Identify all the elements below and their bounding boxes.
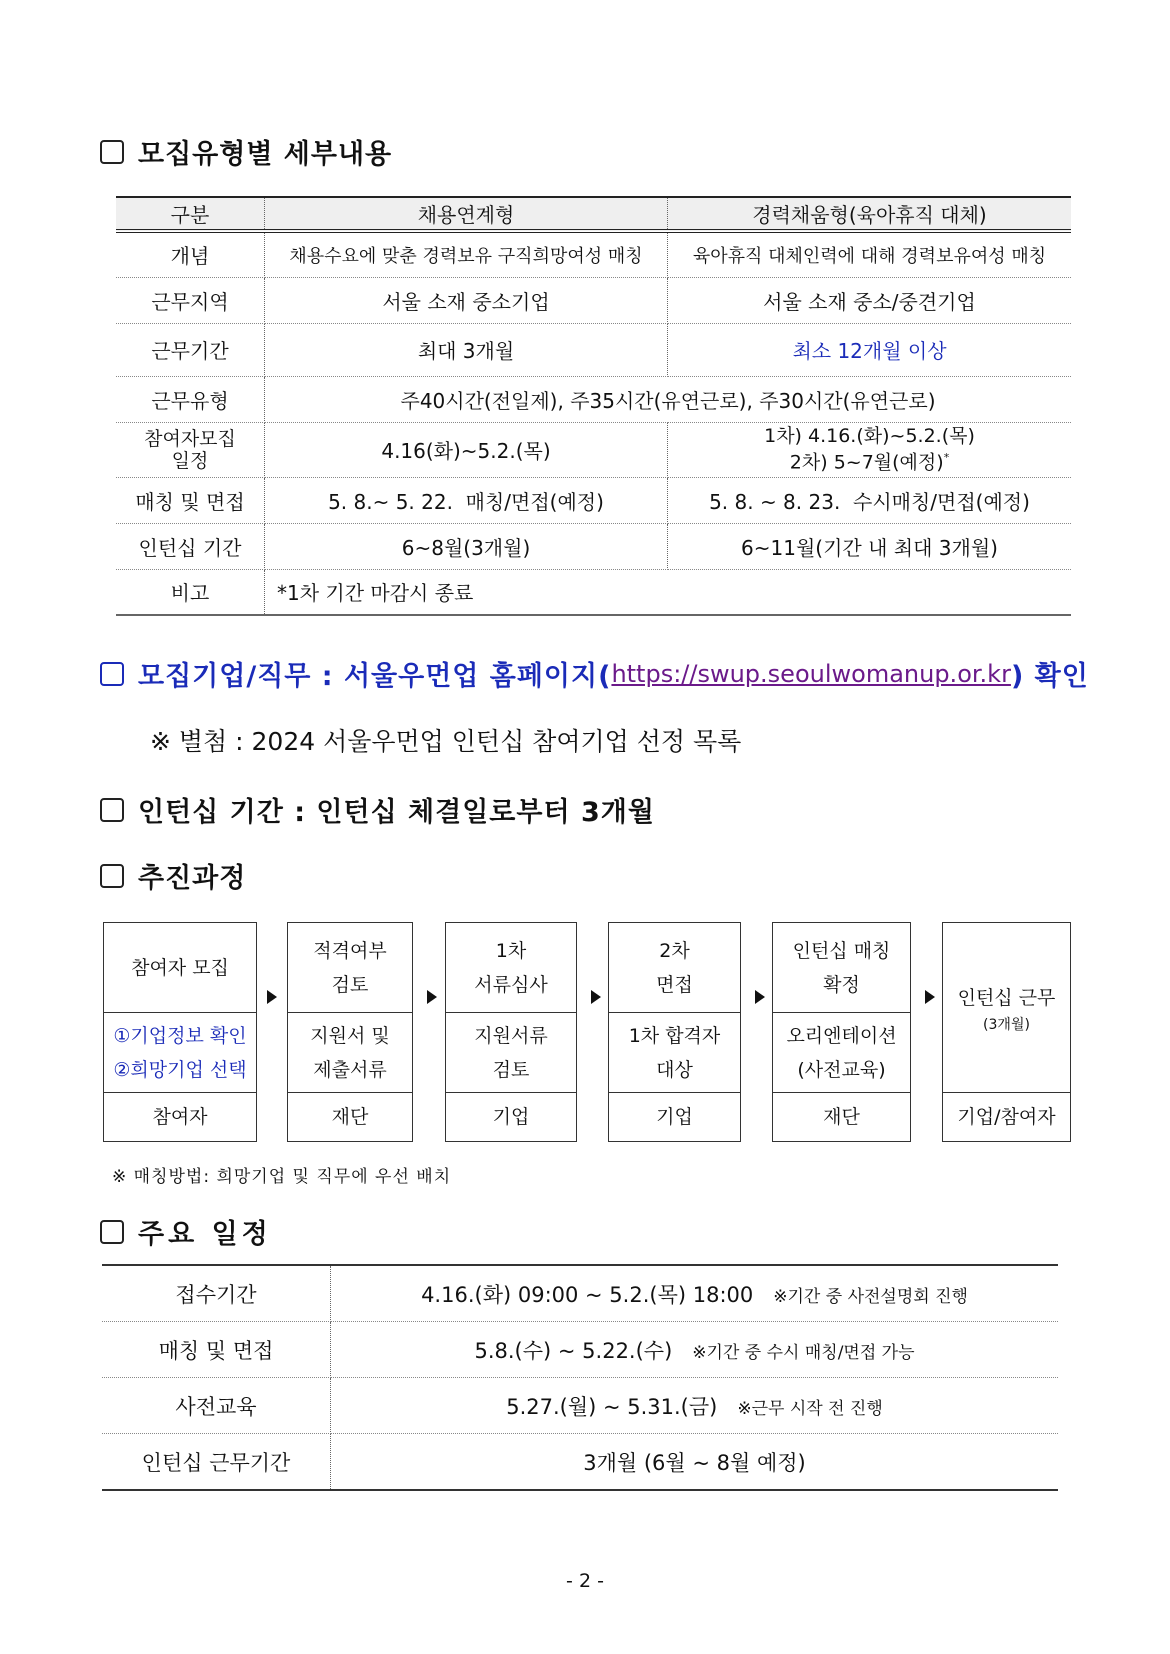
cell — [331, 1322, 1059, 1378]
row-label: 사전교육 — [102, 1378, 331, 1434]
step-detail — [773, 1013, 910, 1093]
schedule-note: ※기간 중 수시 매칭/면접 가능 — [692, 1342, 915, 1363]
step-title-line: 확정 — [823, 973, 860, 996]
table-row — [102, 1378, 1058, 1434]
section-heading-process — [100, 856, 246, 895]
table-row — [116, 376, 1071, 422]
cell: 6~8월(3개월) — [265, 523, 668, 569]
section-title: 주요 일정 — [138, 1219, 272, 1250]
step-detail — [288, 1013, 412, 1093]
section-heading-recruit-types — [100, 132, 392, 171]
step-title-line: 적격여부 — [313, 939, 387, 962]
cell: 채용수요에 맞춘 경력보유 구직희망여성 매칭 — [265, 231, 668, 277]
homepage-link[interactable]: https://swup.seoulwomanup.or.kr — [611, 659, 1011, 688]
step-title-line: 1차 — [495, 939, 527, 962]
step-owner: 기업 — [656, 1105, 693, 1128]
checkbox-icon — [100, 1220, 124, 1244]
recruit-type-table — [116, 196, 1071, 616]
cell — [331, 1265, 1059, 1322]
process-step-5 — [772, 922, 911, 1142]
step-detail — [104, 1013, 256, 1093]
step-title-line: 인턴십 매칭 — [792, 939, 891, 962]
table-row — [102, 1322, 1058, 1378]
section-title-suffix: ) 확인 — [1010, 661, 1089, 692]
step-title — [773, 923, 910, 1013]
arrow-right-icon — [925, 990, 935, 1004]
row-label: 근무지역 — [116, 277, 265, 323]
cell — [668, 422, 1072, 477]
checkbox-icon — [100, 798, 124, 822]
schedule-value: 5.8.(수) ~ 5.22.(수) — [474, 1338, 673, 1363]
table-row — [116, 477, 1071, 523]
row-label: 개념 — [116, 231, 265, 277]
process-step-3 — [445, 922, 577, 1142]
label-line: 일정 — [171, 449, 209, 472]
checkbox-icon — [100, 140, 124, 164]
row-label: 근무기간 — [116, 323, 265, 376]
step-owner: 기업 — [492, 1105, 530, 1128]
label-line: 참여자모집 — [144, 427, 236, 450]
table-header-row — [116, 197, 1071, 231]
matching-method-note: ※ 매칭방법: 희망기업 및 직무에 우선 배치 — [112, 1167, 452, 1187]
step-detail — [446, 1013, 576, 1093]
process-step-4 — [608, 922, 741, 1142]
section-heading-companies — [100, 654, 1089, 693]
step-title-line: 참여자 모집 — [131, 956, 229, 979]
process-step-2 — [287, 922, 413, 1142]
step-detail-line: ①기업정보 확인 — [113, 1024, 247, 1047]
table-row — [116, 422, 1071, 477]
step-title-line: 면접 — [656, 973, 693, 996]
section-title: 추진과정 — [138, 863, 247, 894]
row-label: 인턴십 근무기간 — [102, 1434, 331, 1491]
arrow-right-icon — [267, 990, 277, 1004]
cell: 서울 소재 중소기업 — [265, 277, 668, 323]
step-title — [104, 923, 256, 1013]
row-label: 매칭 및 면접 — [102, 1322, 331, 1378]
row-label: 비고 — [116, 569, 265, 615]
header-linked-hire: 채용연계형 — [265, 197, 668, 231]
section-title: 모집유형별 세부내용 — [138, 139, 393, 170]
cell — [331, 1378, 1059, 1434]
step-detail-line: 지원서류 — [474, 1024, 548, 1047]
step-title — [446, 923, 576, 1013]
row-label: 접수기간 — [102, 1265, 331, 1322]
cell-merged: *1차 기간 마감시 종료 — [265, 569, 1072, 615]
row-label: 매칭 및 면접 — [116, 477, 265, 523]
step-detail-line: 검토 — [492, 1058, 530, 1081]
row-label: 근무유형 — [116, 376, 265, 422]
page-number: - 2 - — [566, 1570, 604, 1592]
table-row — [116, 231, 1071, 277]
cell — [331, 1434, 1059, 1491]
cell-line: 2차) 5~7월(예정) — [789, 451, 944, 474]
cell: 서울 소재 중소/중견기업 — [668, 277, 1072, 323]
section-title: 인턴십 기간 : 인턴십 체결일로부터 3개월 — [138, 797, 655, 828]
step-title-line: 검토 — [331, 973, 369, 996]
step-owner: 재단 — [331, 1105, 369, 1128]
table-row — [116, 569, 1071, 615]
header-category: 구분 — [116, 197, 265, 231]
schedule-value: 4.16.(화) 09:00 ~ 5.2.(목) 18:00 — [421, 1282, 754, 1307]
step-title-line: 서류심사 — [474, 973, 548, 996]
schedule-table — [102, 1264, 1058, 1491]
cell: 5. 8.~ 5. 22. 매칭/면접(예정) — [265, 477, 668, 523]
cell-line: 1차) 4.16.(화)~5.2.(목) — [764, 425, 975, 448]
step-detail-line: 제출서류 — [313, 1058, 387, 1081]
cell-highlight: 최소 12개월 이상 — [668, 323, 1072, 376]
header-career-fill: 경력채움형(육아휴직 대체) — [668, 197, 1072, 231]
table-row — [102, 1434, 1058, 1491]
arrow-right-icon — [427, 990, 437, 1004]
schedule-note: ※기간 중 사전설명회 진행 — [773, 1286, 968, 1307]
cell: 6~11월(기간 내 최대 3개월) — [668, 523, 1072, 569]
checkbox-icon — [100, 864, 124, 888]
schedule-value: 5.27.(월) ~ 5.31.(금) — [506, 1394, 718, 1419]
cell: 4.16(화)~5.2.(목) — [265, 422, 668, 477]
step-owner: 참여자 — [152, 1105, 208, 1128]
attachment-note: ※ 별첨 : 2024 서울우먼업 인턴십 참여기업 선정 목록 — [150, 727, 742, 756]
row-label — [116, 422, 265, 477]
step-detail-line: 오리엔테이션 — [786, 1024, 897, 1047]
step-title-line: 인턴십 근무 — [957, 986, 1056, 1009]
table-row — [102, 1265, 1058, 1322]
schedule-value: 3개월 (6월 ~ 8월 예정) — [583, 1450, 806, 1475]
arrow-right-icon — [591, 990, 601, 1004]
section-heading-schedule — [100, 1212, 272, 1251]
step-title — [609, 923, 740, 1013]
row-label: 인턴십 기간 — [116, 523, 265, 569]
cell-merged: 주40시간(전일제), 주35시간(유연근로), 주30시간(유연근로) — [265, 376, 1072, 422]
step-title — [288, 923, 412, 1013]
arrow-right-icon — [755, 990, 765, 1004]
step-detail-line: ②희망기업 선택 — [113, 1058, 247, 1081]
step-title-sub: (3개월) — [983, 1016, 1030, 1033]
footnote-mark: * — [943, 451, 950, 465]
step-owner: 기업/참여자 — [957, 1105, 1056, 1128]
table-row — [116, 323, 1071, 376]
process-step-1 — [103, 922, 257, 1142]
checkbox-icon — [100, 662, 124, 686]
cell: 육아휴직 대체인력에 대해 경력보유여성 매칭 — [668, 231, 1072, 277]
step-detail-line: 대상 — [656, 1058, 693, 1081]
step-detail-line: 지원서 및 — [310, 1024, 390, 1047]
step-owner: 재단 — [823, 1105, 860, 1128]
section-heading-period — [100, 790, 655, 829]
step-detail-line: (사전교육) — [797, 1058, 886, 1081]
cell: 최대 3개월 — [265, 323, 668, 376]
cell: 5. 8. ~ 8. 23. 수시매칭/면접(예정) — [668, 477, 1072, 523]
table-row — [116, 277, 1071, 323]
step-detail — [609, 1013, 740, 1093]
schedule-note: ※근무 시작 전 진행 — [737, 1398, 883, 1419]
section-title: 모집기업/직무 : 서울우먼업 홈페이지( — [138, 661, 612, 692]
step-title — [943, 923, 1070, 1093]
step-detail-line: 1차 합격자 — [628, 1024, 721, 1047]
process-step-6 — [942, 922, 1071, 1142]
table-row — [116, 523, 1071, 569]
step-title-line: 2차 — [659, 939, 690, 962]
